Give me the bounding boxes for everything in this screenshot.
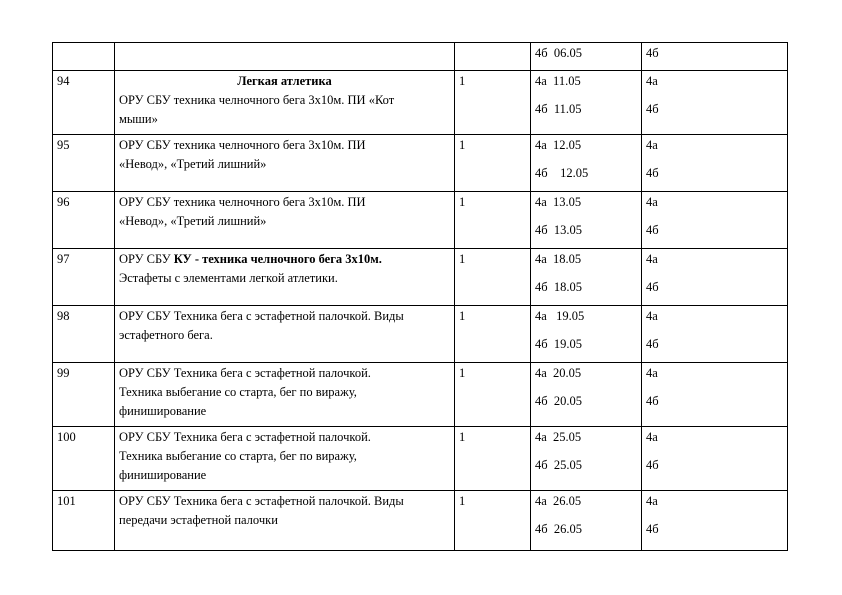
topic-line: эстафетного бега. [119,328,213,342]
topic-bold-text: КУ - техника челночного бега 3х10м. [173,252,382,266]
lesson-dates [531,135,642,192]
class-entry: 4б [646,394,659,408]
topic-prefix: ОРУ СБУ [119,252,174,266]
table-row [53,249,788,306]
lesson-number: 96 [53,192,115,249]
lesson-dates [531,192,642,249]
lesson-number: 95 [53,135,115,192]
class-entry: 4б [646,280,659,294]
lesson-dates [531,43,642,71]
table-row [53,71,788,135]
class-entry: 4а [646,366,658,380]
date-entry: 4б 18.05 [535,280,582,294]
topic-line: «Невод», «Третий лишний» [119,157,267,171]
lesson-hours: 1 [455,363,531,427]
lesson-topic [115,491,455,551]
topic-line: финиширование [119,404,207,418]
table-row [53,43,788,71]
class-entry: 4б [646,223,659,237]
lesson-topic [115,43,455,71]
class-entry: 4а [646,252,658,266]
date-entry: 4б 19.05 [535,337,582,351]
date-entry: 4б 11.05 [535,102,582,116]
table-row [53,363,788,427]
lesson-dates [531,71,642,135]
topic-line [119,250,450,269]
lesson-number: 99 [53,363,115,427]
topic-line: Техника выбегание со старта, бег по виражу, [119,449,357,463]
topic-line: мыши» [119,112,158,126]
lesson-number: 98 [53,306,115,363]
table-row [53,135,788,192]
class-entry: 4б [646,102,659,116]
date-entry: 4а 20.05 [535,366,582,380]
class-entry: 4а [646,195,658,209]
lesson-topic [115,135,455,192]
lesson-topic [115,427,455,491]
date-entry: 4а 12.05 [535,138,582,152]
class-entry: 4б [646,458,659,472]
lesson-hours: 1 [455,192,531,249]
topic-line: передачи эстафетной палочки [119,513,278,527]
lesson-topic [115,192,455,249]
lesson-classes [642,135,788,192]
date-entry: 4а 13.05 [535,195,582,209]
class-entry: 4а [646,74,658,88]
class-entry: 4б [646,337,659,351]
lesson-dates [531,363,642,427]
lesson-hours: 1 [455,249,531,306]
lesson-topic [115,306,455,363]
date-entry: 4б 13.05 [535,223,582,237]
lesson-classes [642,363,788,427]
date-entry: 4а 18.05 [535,252,582,266]
topic-line: финиширование [119,468,207,482]
lesson-schedule-table [52,42,788,551]
lesson-number [53,43,115,71]
class-entry: 4а [646,309,658,323]
class-entry: 4а [646,494,658,508]
date-entry: 4а 19.05 [535,309,585,323]
date-entry: 4а 11.05 [535,74,581,88]
lesson-classes [642,71,788,135]
topic-line: Эстафеты с элементами легкой атлетики. [119,271,338,285]
lesson-topic [115,71,455,135]
lesson-dates [531,249,642,306]
topic-line: ОРУ СБУ техника челночного бега 3х10м. ПИ [119,138,366,152]
topic-line: ОРУ СБУ Техника бега с эстафетной палочкой. Виды [119,309,404,323]
lesson-topic [115,249,455,306]
class-entry: 4б [646,522,659,536]
section-title: Легкая атлетика [237,74,332,88]
lesson-classes [642,249,788,306]
lesson-number: 101 [53,491,115,551]
lesson-number: 94 [53,71,115,135]
class-entry: 4б [646,166,659,180]
topic-line: Техника выбегание со старта, бег по виражу, [119,385,357,399]
table-body [53,43,788,551]
lesson-dates [531,491,642,551]
lesson-number: 97 [53,249,115,306]
date-entry: 4а 26.05 [535,494,582,508]
date-entry: 4а 25.05 [535,430,582,444]
lesson-hours [455,43,531,71]
class-entry: 4б [646,46,659,60]
lesson-classes [642,491,788,551]
topic-line: ОРУ СБУ техника челночного бега 3х10м. ПИ [119,195,366,209]
lesson-dates [531,427,642,491]
date-entry: 4б 26.05 [535,522,582,536]
table-row [53,491,788,551]
lesson-hours: 1 [455,306,531,363]
topic-line: «Невод», «Третий лишний» [119,214,267,228]
lesson-number: 100 [53,427,115,491]
lesson-hours: 1 [455,135,531,192]
date-entry: 4б 20.05 [535,394,582,408]
topic-line: ОРУ СБУ техника челночного бега 3х10м. ПИ «Кот [119,93,395,107]
table-row [53,427,788,491]
lesson-hours: 1 [455,427,531,491]
class-entry: 4а [646,430,658,444]
lesson-hours: 1 [455,491,531,551]
date-entry: 4б 06.05 [535,46,582,60]
lesson-classes [642,192,788,249]
date-entry: 4б 25.05 [535,458,582,472]
lesson-topic [115,363,455,427]
table-row [53,306,788,363]
lesson-dates [531,306,642,363]
lesson-classes [642,43,788,71]
topic-line: ОРУ СБУ Техника бега с эстафетной палочкой. [119,366,371,380]
class-entry: 4а [646,138,658,152]
topic-line: ОРУ СБУ Техника бега с эстафетной палочкой. Виды [119,494,404,508]
date-entry: 4б 12.05 [535,166,589,180]
lesson-hours: 1 [455,71,531,135]
lesson-classes [642,306,788,363]
lesson-classes [642,427,788,491]
topic-line: ОРУ СБУ Техника бега с эстафетной палочкой. [119,430,371,444]
table-row [53,192,788,249]
